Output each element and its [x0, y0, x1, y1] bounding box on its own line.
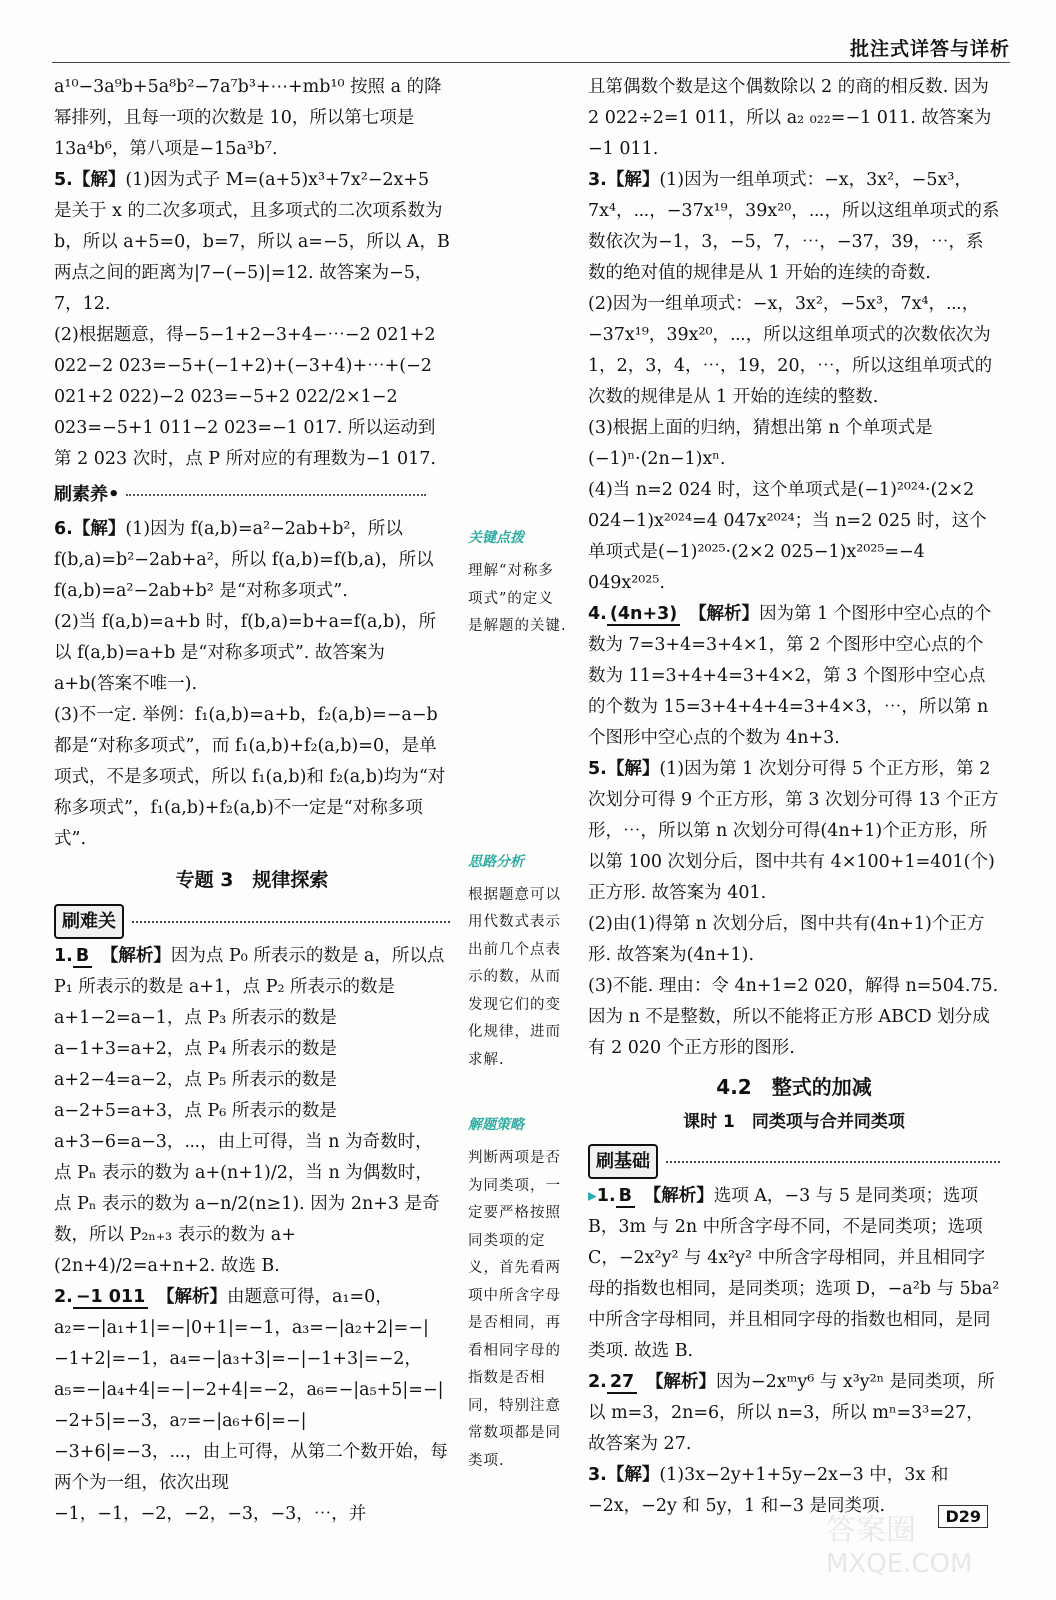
header-rule	[52, 62, 1010, 63]
note-title: 关键点拨	[468, 530, 524, 546]
topic-title: 专题 3 规律探索	[175, 869, 329, 891]
paragraph: (2)根据题意，得−5−1+2−3+4−⋯−2 021+2 022−2 023=−5+(−1+2)+(−3+4)+⋯+(−2 021+2 022)−2 023=−5+2 022/2×1−2 023=−5+1 011−2 023=−1 017. 所以运动到第 2 023 次时，点 P 所对应的有理数为−1 017.	[54, 325, 436, 469]
paragraph: (3)不一定. 举例：f₁(a,b)=a+b，f₂(a,b)=−a−b 都是“对称多项式”，而 f₁(a,b)+f₂(a,b)=0，是单项式，不是多项式，所以 f₁(a,b)和 f₂(a,b)均为“对称多项式”，f₁(a,b)+f₂(a,b)不一定是“对称多项式”.	[54, 705, 446, 849]
page-header-title: 批注式详答与详析	[849, 38, 1010, 60]
chapter-title: 4.2 整式的加减	[716, 1075, 872, 1099]
section-suyang: 刷素养•	[54, 479, 450, 510]
section-jichu	[588, 1144, 1000, 1179]
margin-notes	[468, 72, 568, 1475]
paragraph: (2)因为一组单项式：−x，3x²，−5x³，7x⁴，⋯，−37x¹⁹，39x²⁰，⋯，所以这组单项式的次数依次为 1，2，3，4，⋯，19，20，⋯，所以这组单项式的次数的规律是从 1 开始的连续的整数.	[588, 294, 993, 407]
question-1: 1. B 【解析】因为点 P₀ 所表示的数是 a，所以点 P₁ 所表示的数是 a+1，点 P₂ 所表示的数是 a+1−2=a−1，点 P₃ 所表示的数是 a−1+3=a+2，点 P₄ 所表示的数是 a+2−4=a−2，点 P₅ 所表示的数是 a−2+5=a+3，点 P₆ 所表示的数是 a+3−6=a−3，⋯，由上可得，当 n 为奇数时，点 Pₙ 表示的数为 a+(n+1)/2，当 n 为偶数时，点 Pₙ 表示的数为 a−n/2(n≥1). 因为 2n+3 是奇数，所以 P₂ₙ₊₃ 表示的数为 a+(2n+4)/2=a+n+2. 故选 B.	[54, 946, 445, 1276]
page-number: D29	[938, 1505, 988, 1528]
paragraph: 且第偶数个数是这个偶数除以 2 的商的相反数. 因为 2 022÷2=1 011，所以 a₂ ₀₂₂=−1 011. 故答案为−1 011.	[588, 77, 992, 159]
note-text: 判断两项是否为同类项，一定要严格按照同类项的定义，首先看两项中所含字母是否相同，再看相同字母的指数是否相同，特别注意常数项都是同类项.	[468, 1150, 561, 1469]
section-nanguan	[54, 904, 450, 939]
basic-question-1: ▸1. B 【解析】选项 A，−3 与 5 是同类项；选项 B，3m 与 2n 中所含字母不同，不是同类项；选项 C，−2x²y² 与 4x²y² 中所含字母相同，并且相同字母的指数也相同，是同类项；选项 D，−a²b 与 5ba² 中所含字母相同，并且相同字母的指数也相同，是同类项. 故选 B.	[588, 1186, 1000, 1361]
watermark-logo	[816, 1500, 1026, 1580]
paragraph: (3)根据上面的归纳，猜想出第 n 个单项式是(−1)ⁿ·(2n−1)xⁿ.	[588, 418, 933, 469]
note-text: 理解“对称多项式”的定义是解题的关键.	[468, 563, 567, 634]
question-5: 5.【解】(1)因为第 1 次划分可得 5 个正方形，第 2 次划分可得 9 个正方形，第 3 次划分可得 13 个正方形，⋯，所以第 n 次划分可得(4n+1)个正方形，所以第 100 次划分后，图中共有 4×100+1=401(个)正方形. 故答案为 401.	[588, 759, 999, 903]
question-2: 2. −1 011 【解析】由题意可得，a₁=0，a₂=−|a₁+1|=−|0+1|=−1，a₃=−|a₂+2|=−|−1+2|=−1，a₄=−|a₃+3|=−|−1+3|=−2，a₅=−|a₄+4|=−|−2+4|=−2，a₆=−|a₅+5|=−|−2+5|=−3，a₇=−|a₆+6|=−|−3+6|=−3，⋯，由上可得，从第二个数开始，每两个为一组，依次出现−1，−1，−2，−2，−3，−3，⋯，并	[54, 1287, 448, 1524]
basic-question-2: 2. 27 【解析】因为−2xᵐy⁶ 与 x³y²ⁿ 是同类项，所以 m=3，2n=6，所以 n=3，所以 mⁿ=3³=27，故答案为 27.	[588, 1372, 995, 1454]
pointer-icon: ▸	[588, 1186, 597, 1206]
paragraph: a¹⁰−3a⁹b+5a⁸b²−7a⁷b³+⋯+mb¹⁰ 按照 a 的降幂排列，且每一项的次数是 10，所以第七项是 13a⁴b⁶，第八项是−15a³b⁷.	[54, 77, 442, 159]
left-column	[54, 72, 450, 1530]
note-text: 根据题意可以用代数式表示出前几个点表示的数，从而发现它们的变化规律，进而求解.	[468, 886, 561, 1068]
lesson-title: 课时 1 同类项与合并同类项	[683, 1112, 905, 1132]
question-5: 5.【解】(1)因为式子 M=(a+5)x³+7x²−2x+5 是关于 x 的二次多项式，且多项式的二次项系数为 b，所以 a+5=0，b=7，所以 a=−5，所以 A，B 两点之间的距离为|7−(−5)|=12. 故答案为−5，7，12.	[54, 170, 450, 314]
question-4: 4. (4n+3) 【解析】因为第 1 个图形中空心点的个数为 7=3+4=3+4×1，第 2 个图形中空心点的个数为 11=3+4+4=3+4×2，第 3 个图形中空心点的个数为 15=3+4+4+4=3+4×3，⋯，所以第 n 个图形中空心点的个数为 4n+3.	[588, 604, 992, 748]
jichu-badge: 刷基础	[588, 1144, 658, 1179]
note-title: 思路分析	[468, 853, 524, 870]
note-title: 解题策略	[468, 1117, 524, 1133]
paragraph: (3)不能. 理由：令 4n+1=2 020，解得 n=504.75. 因为 n 不是整数，所以不能将正方形 ABCD 划分成有 2 020 个正方形的图形.	[588, 976, 999, 1058]
svg-text:答案圈: 答案圈	[826, 1513, 916, 1548]
question-6: 6.【解】(1)因为 f(a,b)=a²−2ab+b²，所以 f(b,a)=b²−2ab+a²，所以 f(a,b)=f(b,a)，所以 f(a,b)=a²−2ab+b² 是“对称多项式”.	[54, 519, 434, 601]
paragraph: (2)由(1)得第 n 次划分后，图中共有(4n+1)个正方形. 故答案为(4n+1).	[588, 914, 985, 965]
question-3: 3.【解】(1)因为一组单项式：−x，3x²，−5x³，7x⁴，⋯，−37x¹⁹，39x²⁰，⋯，所以这组单项式的系数依次为−1，3，−5，7，⋯，−37，39，⋯，系数的绝对值的规律是从 1 开始的连续的奇数.	[588, 170, 1000, 283]
paragraph: (4)当 n=2 024 时，这个单项式是(−1)²⁰²⁴·(2×2 024−1)x²⁰²⁴=4 047x²⁰²⁴；当 n=2 025 时，这个单项式是(−1)²⁰²⁵·(2×2 025−1)x²⁰²⁵=−4 049x²⁰²⁵.	[588, 480, 987, 593]
nanguan-badge: 刷难关	[54, 904, 124, 939]
svg-text:MXQE.COM: MXQE.COM	[826, 1549, 973, 1579]
basic-question-3: 3.【解】(1)3x−2y+1+5y−2x−3 中，3x 和−2x，−2y 和 5y，1 和−3 是同类项.	[588, 1465, 949, 1516]
right-column	[588, 72, 1000, 1522]
paragraph: (2)当 f(a,b)=a+b 时，f(b,a)=b+a=f(a,b)，所以 f(a,b)=a+b 是“对称多项式”. 故答案为 a+b(答案不唯一).	[54, 612, 436, 694]
